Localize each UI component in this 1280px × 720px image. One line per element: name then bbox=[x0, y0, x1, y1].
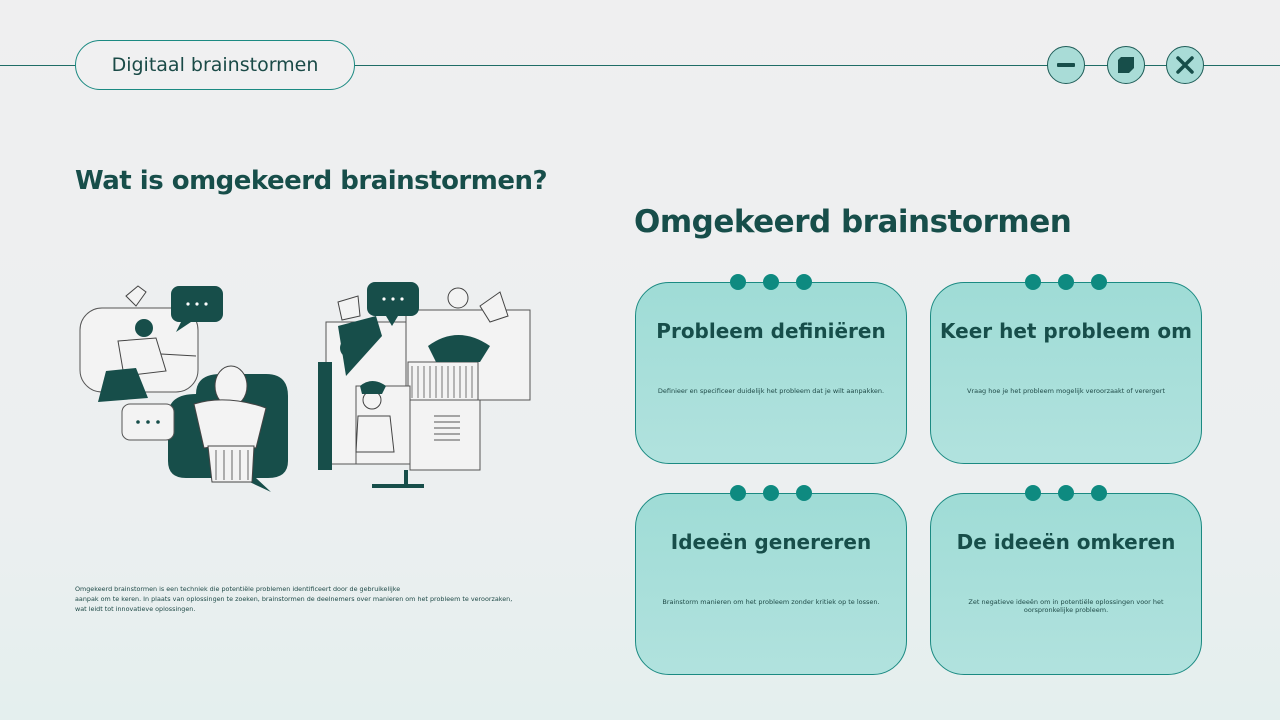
card-dots bbox=[931, 274, 1201, 290]
people-chat-illustration bbox=[76, 276, 536, 496]
card-title: Probleem definiëren bbox=[656, 319, 886, 343]
step-card bbox=[930, 493, 1202, 675]
card-title: Ideeën genereren bbox=[670, 530, 872, 554]
card-text: Vraag hoe je het probleem mogelijk veroorzaakt of verergert bbox=[966, 387, 1166, 395]
close-button[interactable] bbox=[1166, 46, 1204, 84]
description-text: Omgekeerd brainstormen is een techniek die potentiële problemen identificeert door de gebruikelijke aanpak om te keren. In plaats van oplossingen te zoeken, brainstormen de deelnemers over manieren om het probleem te veroorzaken, wat leidt tot innovatieve oplossingen. bbox=[75, 585, 513, 613]
step-card bbox=[635, 282, 907, 464]
step-card bbox=[635, 493, 907, 675]
left-heading: Wat is omgekeerd brainstormen? bbox=[75, 166, 548, 196]
card-dots bbox=[636, 274, 906, 290]
card-title: Keer het probleem om bbox=[939, 319, 1193, 343]
card-dots bbox=[931, 485, 1201, 501]
maximize-button[interactable] bbox=[1107, 46, 1145, 84]
window-title-text: Digitaal brainstormen bbox=[111, 54, 319, 76]
card-text: Zet negatieve ideeën om in potentiële oplossingen voor het oorspronkelijke probleem. bbox=[968, 598, 1164, 614]
right-heading: Omgekeerd brainstormen bbox=[634, 204, 1072, 240]
close-icon bbox=[1175, 55, 1195, 75]
step-card bbox=[930, 282, 1202, 464]
card-title: De ideeën omkeren bbox=[956, 530, 1176, 554]
card-dots bbox=[636, 485, 906, 501]
window-title bbox=[75, 40, 355, 90]
card-text: Definieer en specificeer duidelijk het probleem dat je wilt aanpakken. bbox=[657, 387, 885, 395]
maximize-icon bbox=[1116, 55, 1136, 75]
minimize-button[interactable] bbox=[1047, 46, 1085, 84]
card-text: Brainstorm manieren om het probleem zonder kritiek op te lossen. bbox=[662, 598, 880, 606]
minimize-icon bbox=[1056, 55, 1076, 75]
